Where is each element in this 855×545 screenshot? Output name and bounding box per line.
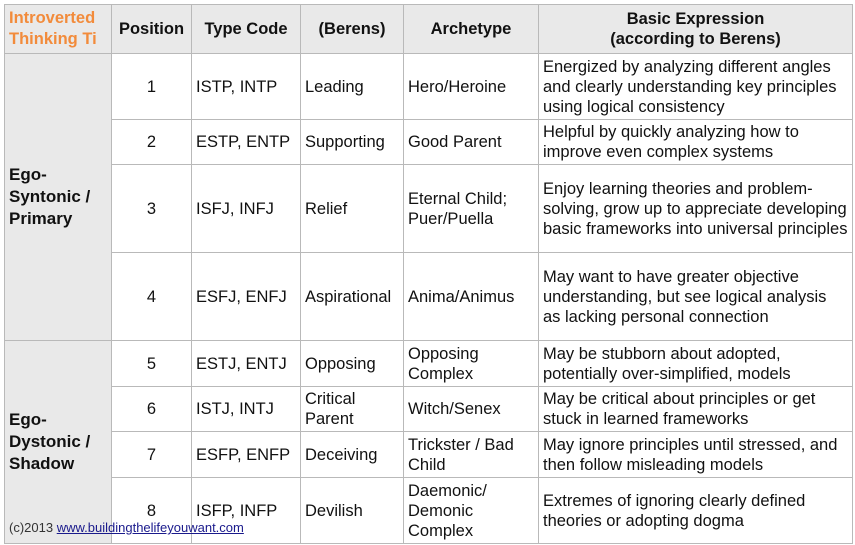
role-cell: Deceiving	[301, 432, 404, 478]
table-row	[5, 341, 853, 387]
header-position: Position	[112, 5, 192, 54]
type-code-cell: ISTJ, INTJ	[192, 387, 301, 432]
position-cell: 3	[112, 165, 192, 253]
position-cell: 2	[112, 120, 192, 165]
position-cell: 7	[112, 432, 192, 478]
header-expression-line-1: Basic Expression	[626, 10, 765, 28]
position-cell: 5	[112, 341, 192, 387]
group-line: Dystonic /	[9, 432, 91, 451]
type-code-cell: ESTP, ENTP	[192, 120, 301, 165]
type-code-cell: ESFP, ENFP	[192, 432, 301, 478]
copyright-text: (c)2013	[9, 520, 54, 535]
archetype-cell: Eternal Child; Puer/Puella	[404, 165, 539, 253]
header-archetype: Archetype	[404, 5, 539, 54]
type-code-cell: ISFP, INFP	[192, 478, 301, 544]
type-code-cell: ISFJ, INFJ	[192, 165, 301, 253]
group-line: Shadow	[9, 454, 75, 473]
expression-cell: Enjoy learning theories and problem-solving, grow up to appreciate developing basic frameworks into universal principles	[539, 165, 853, 253]
role-cell: Opposing	[301, 341, 404, 387]
group-line: Ego-	[9, 165, 47, 184]
role-cell: Relief	[301, 165, 404, 253]
expression-cell: May be stubborn about adopted, potentially over-simplified, models	[539, 341, 853, 387]
group-shadow	[5, 341, 112, 544]
archetype-cell: Opposing Complex	[404, 341, 539, 387]
role-cell: Leading	[301, 54, 404, 120]
expression-cell: Extremes of ignoring clearly defined theories or adopting dogma	[539, 478, 853, 544]
header-row	[5, 5, 853, 54]
role-cell: Devilish	[301, 478, 404, 544]
function-table	[4, 4, 853, 544]
expression-cell: May ignore principles until stressed, and then follow misleading models	[539, 432, 853, 478]
position-cell: 4	[112, 253, 192, 341]
position-cell: 8	[112, 478, 192, 544]
position-cell: 6	[112, 387, 192, 432]
role-cell: Critical Parent	[301, 387, 404, 432]
table-row	[5, 120, 853, 165]
table-row	[5, 387, 853, 432]
table-row	[5, 432, 853, 478]
group-line: Ego-	[9, 410, 47, 429]
corner-line-1: Introverted	[9, 9, 96, 27]
corner-title	[5, 5, 112, 54]
group-line: Primary	[9, 209, 73, 228]
type-code-cell: ESFJ, ENFJ	[192, 253, 301, 341]
expression-cell: May be critical about principles or get stuck in learned frameworks	[539, 387, 853, 432]
corner-line-2: Thinking Ti	[9, 30, 97, 48]
table-row	[5, 54, 853, 120]
table-row	[5, 253, 853, 341]
archetype-cell: Good Parent	[404, 120, 539, 165]
header-expression	[539, 5, 853, 54]
position-cell: 1	[112, 54, 192, 120]
archetype-cell: Anima/Animus	[404, 253, 539, 341]
archetype-cell: Daemonic/ Demonic Complex	[404, 478, 539, 544]
type-code-cell: ISTP, INTP	[192, 54, 301, 120]
archetype-cell: Witch/Senex	[404, 387, 539, 432]
source-link[interactable]: www.buildingthelifeyouwant.com	[56, 520, 244, 535]
archetype-cell: Hero/Heroine	[404, 54, 539, 120]
header-expression-line-2: (according to Berens)	[610, 30, 781, 48]
group-line: Syntonic /	[9, 187, 91, 206]
role-cell: Aspirational	[301, 253, 404, 341]
type-code-cell: ESTJ, ENTJ	[192, 341, 301, 387]
footer-credit	[9, 520, 244, 535]
expression-cell: May want to have greater objective understanding, but see logical analysis as lacking personal connection	[539, 253, 853, 341]
expression-cell: Energized by analyzing different angles and clearly understanding key principles using logical consistency	[539, 54, 853, 120]
group-primary	[5, 54, 112, 341]
header-berens: (Berens)	[301, 5, 404, 54]
expression-cell: Helpful by quickly analyzing how to improve even complex systems	[539, 120, 853, 165]
role-cell: Supporting	[301, 120, 404, 165]
header-type-code: Type Code	[192, 5, 301, 54]
archetype-cell: Trickster / Bad Child	[404, 432, 539, 478]
table-row	[5, 165, 853, 253]
